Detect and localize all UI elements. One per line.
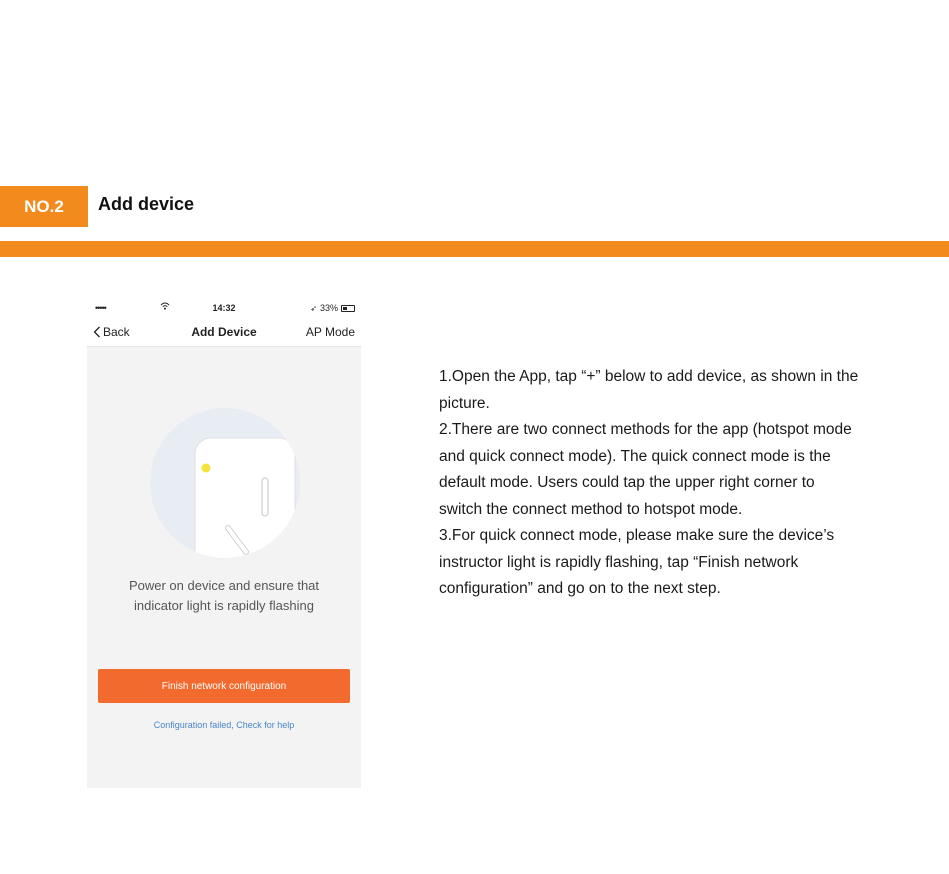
- battery-indicator: [310, 303, 355, 313]
- battery-icon: [341, 305, 355, 312]
- instruction-step-2: 2.There are two connect methods for the app (hotspot mode and quick connect mode). The quick connect mode is the default mode. Users could tap the upper right corner to switch the connect method to hotspot mode.: [439, 421, 852, 518]
- instructions-text: [439, 364, 859, 603]
- status-time: 14:32: [212, 303, 236, 313]
- phone-screenshot: [87, 298, 361, 788]
- section-divider-bar: [0, 241, 949, 257]
- instruction-step-3: 3.For quick connect mode, please make sure the device’s instructor light is rapidly flashing, tap “Finish network configuration” and go on to the next step.: [439, 527, 835, 597]
- indicator-light-icon: [202, 464, 211, 473]
- configuration-help-link[interactable]: Configuration failed, Check for help: [153, 720, 295, 730]
- signal-icon: •••••: [95, 303, 106, 313]
- status-bar: [87, 298, 361, 318]
- device-illustration: [150, 408, 300, 558]
- screen-title: Add Device: [191, 325, 257, 339]
- ap-mode-button[interactable]: AP Mode: [305, 325, 355, 339]
- section-number-badge: NO.2: [0, 186, 88, 227]
- message-line-2: indicator light is rapidly flashing: [134, 598, 314, 613]
- instruction-message: [87, 576, 361, 616]
- instruction-step-1: 1.Open the App, tap “+” below to add device, as shown in the picture.: [439, 368, 859, 412]
- section-title: Add device: [98, 194, 195, 214]
- message-line-1: Power on device and ensure that: [128, 578, 320, 593]
- battery-percent: 33%: [319, 303, 338, 313]
- smart-device-shape: [195, 438, 295, 558]
- finish-network-configuration-button[interactable]: Finish network configuration: [98, 669, 350, 703]
- back-label: Back: [103, 325, 130, 339]
- nav-bar: [87, 318, 361, 347]
- location-arrow-icon: ➶: [310, 303, 317, 313]
